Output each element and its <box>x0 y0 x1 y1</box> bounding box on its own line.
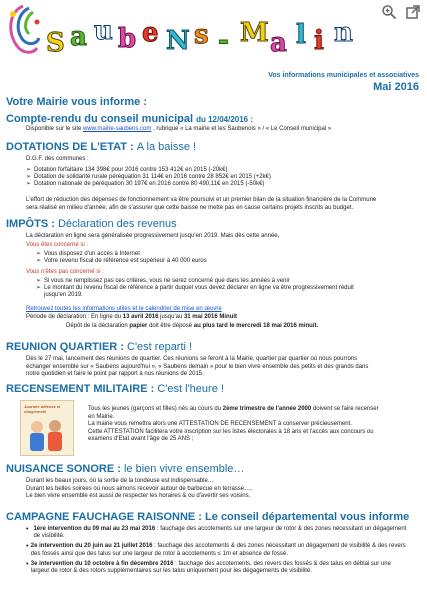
paragraph-line: Durant les belles soirées où nous aimons recevoir autour de barbecue en terrasse…, <box>26 485 252 492</box>
impots-info-link-line <box>26 306 222 314</box>
list-item: jusqu'en 2019. <box>44 292 83 299</box>
paragraph-line: Tous les jeunes (garçons et filles) nés au cours du 2ème trimestre de l'année 2000 doivent se faire recenser <box>88 406 379 412</box>
conseil-line-post: , rubrique « La mairie et les Saubenois » / « Le Conseil municipal » <box>153 126 332 132</box>
section-title-text: CAMPAGNE FAUCHAGE RAISONNE : <box>6 511 202 523</box>
poster-people-icon <box>25 417 69 451</box>
section-title-text: NUISANCE SONORE : <box>6 463 121 475</box>
logo-letter: N <box>166 26 190 56</box>
concerned-list <box>36 251 207 265</box>
arrow-bullet-icon: ➢ <box>26 181 32 188</box>
dgf-intro: D.G.F. des communes : <box>26 156 89 162</box>
arrow-bullet-icon: ➢ <box>36 285 42 292</box>
arrow-bullet-icon: ➢ <box>36 278 42 284</box>
bullet-icon: • <box>26 526 29 533</box>
logo-letter: a <box>270 28 287 58</box>
not-concerned-list <box>36 278 354 300</box>
newsletter-subtitle: Vos informations municipales et associatives <box>268 72 419 79</box>
paper-declaration <box>66 323 318 331</box>
paragraph-line: échanger ensemble sur « Saubens aujourd'hui », « Saubens demain » pour le bien vivre ensemble des petits et des grands dans <box>26 363 369 370</box>
paragraph-line: Cette ATTESTATION facilitera votre inscription sur les listes électorales à 18 ans et l'accès aux concours ou <box>88 428 374 435</box>
reunion-paragraph <box>26 356 368 379</box>
main-heading: Votre Mairie vous informe : <box>6 96 147 108</box>
paragraph-line: examens d'Etat avant l'âge de 25 ANS ; <box>88 436 194 443</box>
section-title-text: Compte-rendu du conseil municipal <box>6 113 194 125</box>
recensement-poster-image <box>20 400 74 456</box>
section-title-suffix: A la baisse ! <box>136 141 197 153</box>
section-title-text: REUNION QUARTIER : <box>6 341 124 353</box>
arrow-bullet-icon: ➢ <box>36 258 42 265</box>
masthead <box>0 0 427 72</box>
logo-letter: a <box>70 22 87 52</box>
period-text: jusqu'au <box>160 314 183 320</box>
paragraph-line: en Mairie. <box>88 413 115 420</box>
arrow-bullet-icon: ➢ <box>26 174 32 181</box>
bullet-icon: • <box>26 560 29 568</box>
period-end: 31 mai 2016 Minuit <box>183 314 237 320</box>
paragraph-line: Dès le 27 mai, lancement des réunions de quartier. Ces réunions se feront à la Mairie, quartier par quartier où nous pourrons <box>26 356 358 362</box>
list-item: ➢ Dotation de solidarité rurale péréquation 31 114€ en 2016 contre 28 852€ en 2015 (+2k€) <box>26 174 271 181</box>
zoom-in-icon[interactable] <box>381 4 397 20</box>
concerned-heading: Vous êtes concerné si : <box>26 242 89 248</box>
list-item: ➢ Le montant du revenu fiscal de référence à partir duquel vous devez déclarer en ligne va être progressivement réduit <box>36 285 354 292</box>
fauchage-list <box>26 526 411 575</box>
list-item: ➢ Dotation forfaitaire 134 398€ pour 2016 contre 153 412€ en 2015 (-20k€) <box>26 167 228 173</box>
section-title-suffix: le bien vivre ensemble… <box>123 463 245 475</box>
bullet-icon: • <box>26 543 29 551</box>
logo-letter: n <box>334 18 353 48</box>
arrow-bullet-icon: ➢ <box>36 251 42 257</box>
list-item: • 3e intervention du 10 octobre à fin décembre 2016 : fauchage des accotements, des revers des fossés & des talus en déblai sur une largeur de rotor & des rotors supplémentaires sur les talus uniquement pour les dégagements de visibilité. <box>26 560 391 575</box>
paragraph-line: Durant les beaux jours, où la sortie de la tondeuse est indispensable… <box>26 478 214 484</box>
logo-letter: e <box>142 18 159 48</box>
logo-letter: l <box>296 20 306 50</box>
section-title-suffix: Déclaration des revenus <box>57 218 177 230</box>
list-item: ➢ Dotation nationale de péréquation 30 197€ en 2016 contre 80 490,11€ en 2015 (-50k€) <box>26 181 265 188</box>
declaration-period <box>26 314 237 322</box>
section-title-reunion <box>6 341 192 353</box>
viewer-toolbar <box>365 4 423 22</box>
dotation-list <box>26 167 271 189</box>
logo-letter: M <box>240 18 269 48</box>
logo-swirl-icon <box>3 2 45 58</box>
section-title-text: DOTATIONS DE L'ETAT : <box>6 141 134 153</box>
section-title-dotations <box>6 141 196 153</box>
logo-letter: u <box>94 16 113 46</box>
paper-text: Dépôt de la déclaration <box>66 323 128 329</box>
paragraph-line: sera réalisé en milieu d'année, afin de s'assurer que cette baisse ne mette pas en cause certains projets inscrits au budget. <box>26 204 354 211</box>
section-title-recensement <box>6 383 224 395</box>
open-external-icon[interactable] <box>405 4 421 20</box>
impots-line: La déclaration en ligne sera généralisée progressivement jusqu'en 2019. Mais dès cette année, <box>26 233 280 239</box>
list-item: ➢ Vous disposez d'un accès à Internet <box>36 251 140 257</box>
section-title-fauchage <box>6 511 409 523</box>
logo-letter: S <box>46 28 65 58</box>
recensement-paragraph <box>88 406 379 444</box>
dotation-paragraph <box>26 197 376 212</box>
conseil-line <box>26 126 331 134</box>
list-item: • 2e intervention du 20 juin au 21 juillet 2016 : fauchage des accotements & des zones nécessitant un dégagement de visibilité & des revers des fossés ainsi que des talus sur une largeur de rotor à accotements ≤ 1m et absence de fossé. <box>26 543 406 557</box>
paragraph-line: L'effort de réduction des dépenses de fonctionnement va être poursuivi et un premier bilan de la situation financière de la Commune <box>26 197 377 203</box>
paragraph-line: La mairie vous remettra alors une ATTESTATION DE RECENSEMENT à conserver précieusement. <box>88 421 352 428</box>
logo-letter: b <box>118 24 137 54</box>
paragraph-line: notre quotidien et faire le point par rapport à nos réunions de 2015. <box>26 371 204 378</box>
section-title-text: IMPÔTS : <box>6 218 55 230</box>
paper-text: doit être déposé <box>149 323 193 329</box>
list-item: • 1ère intervention du 09 mai au 23 mai 2016 : fauchage des accotements sur une largeur de rotor & des zones nécessitant un dégagement de visibilité. <box>26 526 407 540</box>
paper-word: papier <box>129 323 148 329</box>
section-title-suffix: C'est l'heure ! <box>157 383 224 395</box>
poster-label: Journée défense et citoyenneté <box>24 404 61 414</box>
list-item: ➢ Si vous ne remplissez pas ces critères, vous ne serez concerné que dans les années à venir <box>36 278 290 284</box>
not-concerned-heading: Vous n'êtes pas concerné si : <box>26 269 104 275</box>
logo-letter: i <box>314 26 324 56</box>
section-title-conseil <box>6 113 253 125</box>
section-title-suffix: C'est reparti ! <box>127 341 193 353</box>
mairie-website-link[interactable]: www.mairie-saubens.com <box>83 126 152 132</box>
period-text: Période de déclaration : En ligne du <box>26 314 122 320</box>
section-title-nuisance <box>6 463 244 475</box>
section-title-impots <box>6 218 177 230</box>
section-title-date: du 12/04/2016 : <box>196 115 254 124</box>
section-title-text: RECENSEMENT MILITAIRE : <box>6 383 155 395</box>
impots-info-link[interactable]: Retrouvez toutes les informations utiles et le calendrier de mise en œuvre <box>26 306 222 312</box>
issue-date: Mai 2016 <box>373 81 419 93</box>
list-item: ➢ Votre revenu fiscal de référence est supérieur à 40 000 euros <box>36 258 207 265</box>
conseil-line-pre: Disponible sur le site <box>26 126 82 132</box>
paper-deadline: au plus tard le mercredi 18 mai 2016 minuit. <box>193 323 319 329</box>
paragraph-line: Le bien vivre ensemble est aussi de respecter les horaires & ou d'avertir ses voisins. <box>26 493 251 500</box>
period-start: 13 avril 2016 <box>122 314 159 320</box>
section-title-suffix: Le conseil départemental vous informe <box>205 511 410 523</box>
logo-title <box>44 14 374 58</box>
logo-letter: - <box>218 26 229 56</box>
arrow-bullet-icon: ➢ <box>26 167 32 173</box>
logo-letter: s <box>194 20 209 50</box>
nuisance-paragraph <box>26 478 252 501</box>
